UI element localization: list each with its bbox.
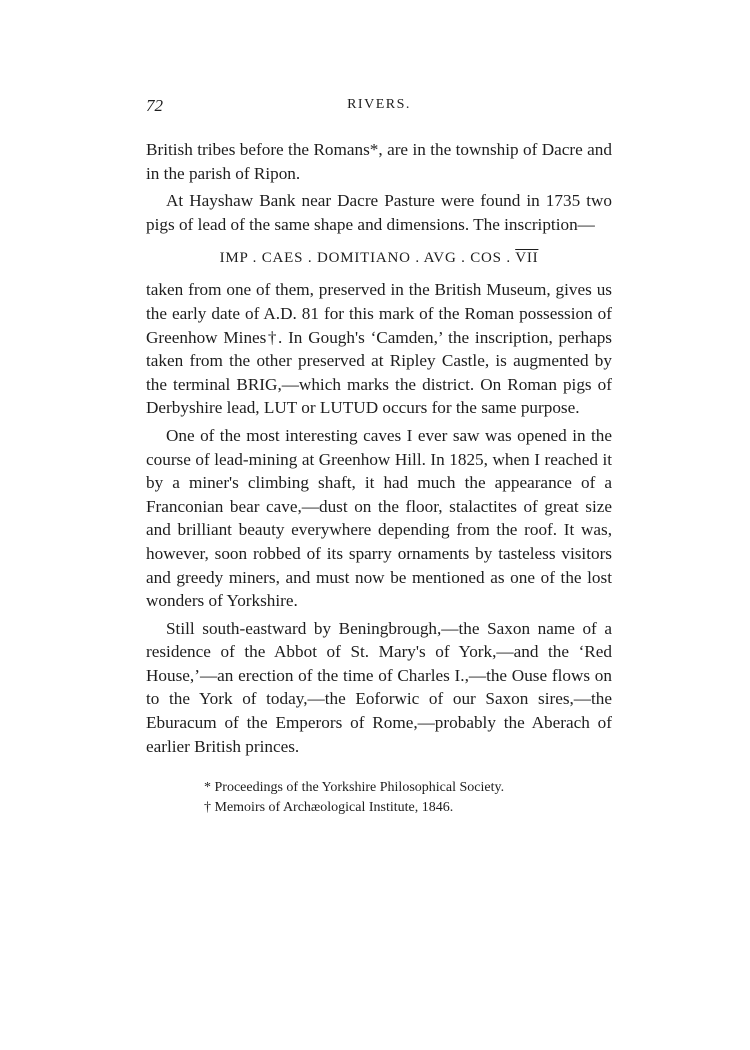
inscription-text: IMP . CAES . DOMITIANO . AVG . COS .: [219, 250, 516, 267]
paragraph-2: At Hayshaw Bank near Dacre Pasture were found in 1735 two pigs of lead of the same shape and dimensions. The inscription—: [146, 191, 612, 234]
book-page: [146, 96, 612, 818]
paragraph-1: British tribes before the Romans*, are in the township of Dacre and in the parish of Ripon.: [146, 140, 612, 183]
paragraph-3: taken from one of them, preserved in the British Museum, gives us the early date of A.D. 81 for this mark of the Roman possession of Greenhow Mines†. In Gough's ‘Camden,’ the inscription, perhaps taken from the other preserved at Ripley Castle, is augmented by the terminal BRIG,—which marks the district. On Roman pigs of Derbyshire lead, LUT or LUTUD occurs for the same purpose.: [146, 280, 612, 418]
paragraph-4: One of the most interesting caves I ever saw was opened in the course of lead-mining at Greenhow Hill. In 1825, when I reached it by a miner's climbing shaft, it had much the appearance of a Franconian bear cave,—dust on the floor, stalactites of great size and brilliant beauty everywhere depending from the roof. It was, however, soon robbed of its sparry ornaments by tasteless visitors and greedy miners, and must now be mentioned as one of the lost wonders of Yorkshire.: [146, 425, 612, 611]
body-text: [146, 138, 612, 758]
page-header: [146, 96, 612, 122]
footnote-1: * Proceedings of the Yorkshire Philosophical Society.: [204, 780, 505, 796]
inscription: [146, 246, 612, 270]
running-head: RIVERS.: [347, 97, 411, 112]
page-number: 72: [146, 96, 163, 115]
footnote-2: † Memoirs of Archæological Institute, 1846.: [204, 800, 454, 816]
paragraph-5: Still south-eastward by Beningbrough,—the Saxon name of a residence of the Abbot of St. Mary's of York,—and the ‘Red House,’—an erection of the time of Charles I.,—the Ouse flows on to the York of today,—the Eoforwic of our Saxon sires,—the Eburacum of the Emperors of Rome,—probably the Aberach of earlier British princes.: [146, 618, 612, 756]
inscription-numeral: $\overline{VII}$: [515, 250, 539, 267]
footnotes: [146, 778, 612, 818]
